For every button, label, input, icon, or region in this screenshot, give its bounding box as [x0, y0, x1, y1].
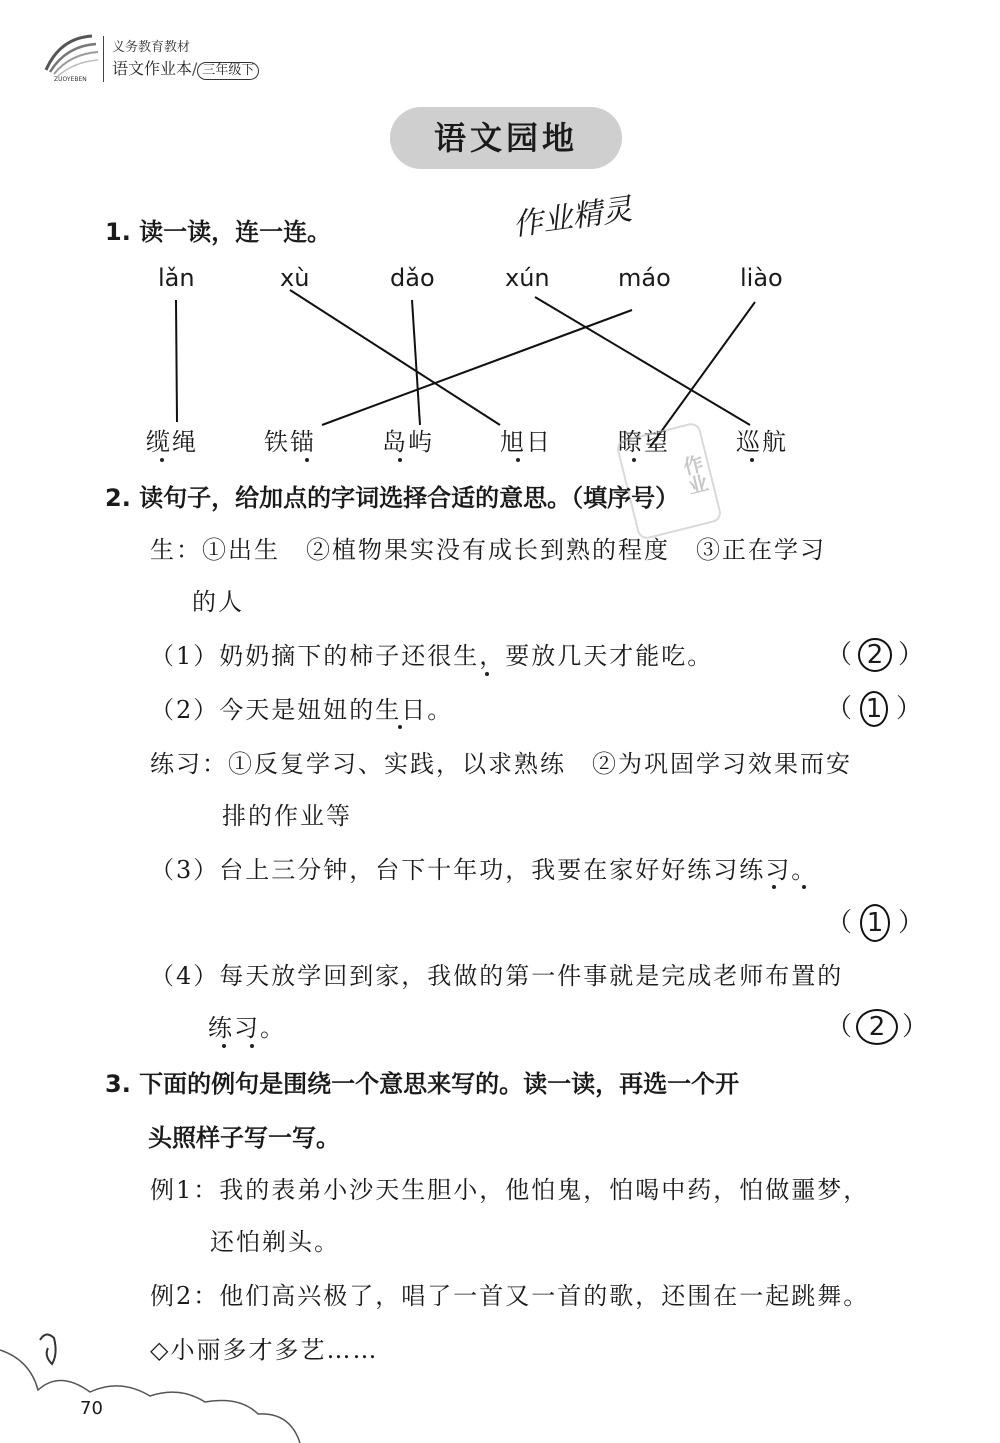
header-series: 义务教育教材 — [112, 40, 191, 55]
pinyin-3: dǎo — [390, 264, 435, 292]
answer-box-4: （ 2 ） — [826, 1006, 928, 1045]
line-xun — [535, 297, 750, 425]
pinyin-1: lǎn — [158, 264, 195, 292]
answer-4: 2 — [856, 1009, 898, 1045]
answer-box-1: （ 2 ） — [826, 640, 925, 670]
example-1: 例1：我的表弟小沙天生胆小，他怕鬼，怕喝中药，怕做噩梦， — [150, 1176, 870, 1204]
answer-box-2: （ 1 ） — [826, 688, 922, 727]
line-xu — [290, 290, 500, 425]
line-dao — [412, 300, 420, 425]
emphasis-dot — [398, 458, 402, 462]
line-lan — [176, 300, 177, 422]
word-6: 巡航 — [736, 428, 788, 456]
question-2-label: 2. 读句子，给加点的字词选择合适的意思。（填序号） — [105, 484, 680, 512]
emphasis-dot — [750, 458, 754, 462]
emphasis-dot — [485, 672, 489, 676]
sentence-2: （2）今天是妞妞的生日。 — [150, 696, 454, 724]
word-1: 缆绳 — [146, 428, 198, 456]
book-name: 语文作业本 — [112, 59, 193, 78]
page-title: 语文园地 — [390, 107, 622, 169]
definition-sheng: 生：①出生 ②植物果实没有成长到熟的程度 ③正在学习 — [150, 536, 826, 564]
header-book: 语文作业本/ 三年级下 — [112, 56, 259, 80]
sentence-1: （1）奶奶摘下的柿子还很生，要放几天才能吃。 — [150, 642, 714, 670]
pinyin-5: máo — [618, 264, 671, 292]
answer-1: 2 — [858, 638, 892, 672]
word-3: 岛屿 — [382, 428, 434, 456]
pinyin-6: liào — [740, 264, 783, 292]
emphasis-dot — [398, 725, 402, 729]
word-4: 旭日 — [500, 428, 552, 456]
word-2: 铁锚 — [264, 428, 316, 456]
sentence-4: （4）每天放学回到家，我做的第一件事就是完成老师布置的 — [150, 962, 844, 990]
cloud-border — [0, 1330, 320, 1443]
question-3-label-cont: 头照样子写一写。 — [148, 1124, 340, 1152]
page-number: 70 — [80, 1398, 103, 1419]
emphasis-dot — [516, 458, 520, 462]
word-5: 瞭望 — [618, 428, 670, 456]
question-3-label: 3. 下面的例句是围绕一个意思来写的。读一读，再选一个开 — [105, 1070, 740, 1098]
definition-lianxi: 练习：①反复学习、实践，以求熟练 ②为巩固学习效果而安 — [150, 750, 852, 778]
emphasis-dot — [305, 458, 309, 462]
logo-text: ZUOYEBEN — [54, 76, 87, 83]
example-1-cont: 还怕剃头。 — [210, 1228, 340, 1256]
answer-box-3: （ 1 ） — [826, 902, 924, 942]
grade-badge: 三年级下 — [197, 62, 259, 80]
sentence-3: （3）台上三分钟，台下十年功，我要在家好好练习练习。 — [150, 856, 818, 884]
answer-3: 1 — [860, 904, 890, 942]
answer-2: 1 — [860, 691, 888, 727]
definition-sheng-cont: 的人 — [192, 588, 244, 616]
emphasis-dot — [250, 1044, 254, 1048]
writing-prompt: ◇小丽多才多艺…… — [150, 1336, 379, 1364]
emphasis-dot — [222, 1044, 226, 1048]
line-mao — [322, 310, 632, 425]
stamp-text: 作业 — [677, 452, 711, 498]
pinyin-2: xù — [280, 264, 310, 292]
sentence-4-cont: 练习。 — [208, 1014, 286, 1042]
handwritten-title: 作业精灵 — [510, 191, 635, 244]
pinyin-4: xún — [505, 264, 550, 292]
definition-lianxi-cont: 排的作业等 — [222, 802, 352, 830]
emphasis-dot — [160, 458, 164, 462]
emphasis-dot — [772, 885, 776, 889]
emphasis-dot — [802, 885, 806, 889]
question-1-label: 1. 读一读，连一连。 — [105, 218, 332, 246]
example-2: 例2：他们高兴极了，唱了一首又一首的歌，还围在一起跳舞。 — [150, 1282, 870, 1310]
